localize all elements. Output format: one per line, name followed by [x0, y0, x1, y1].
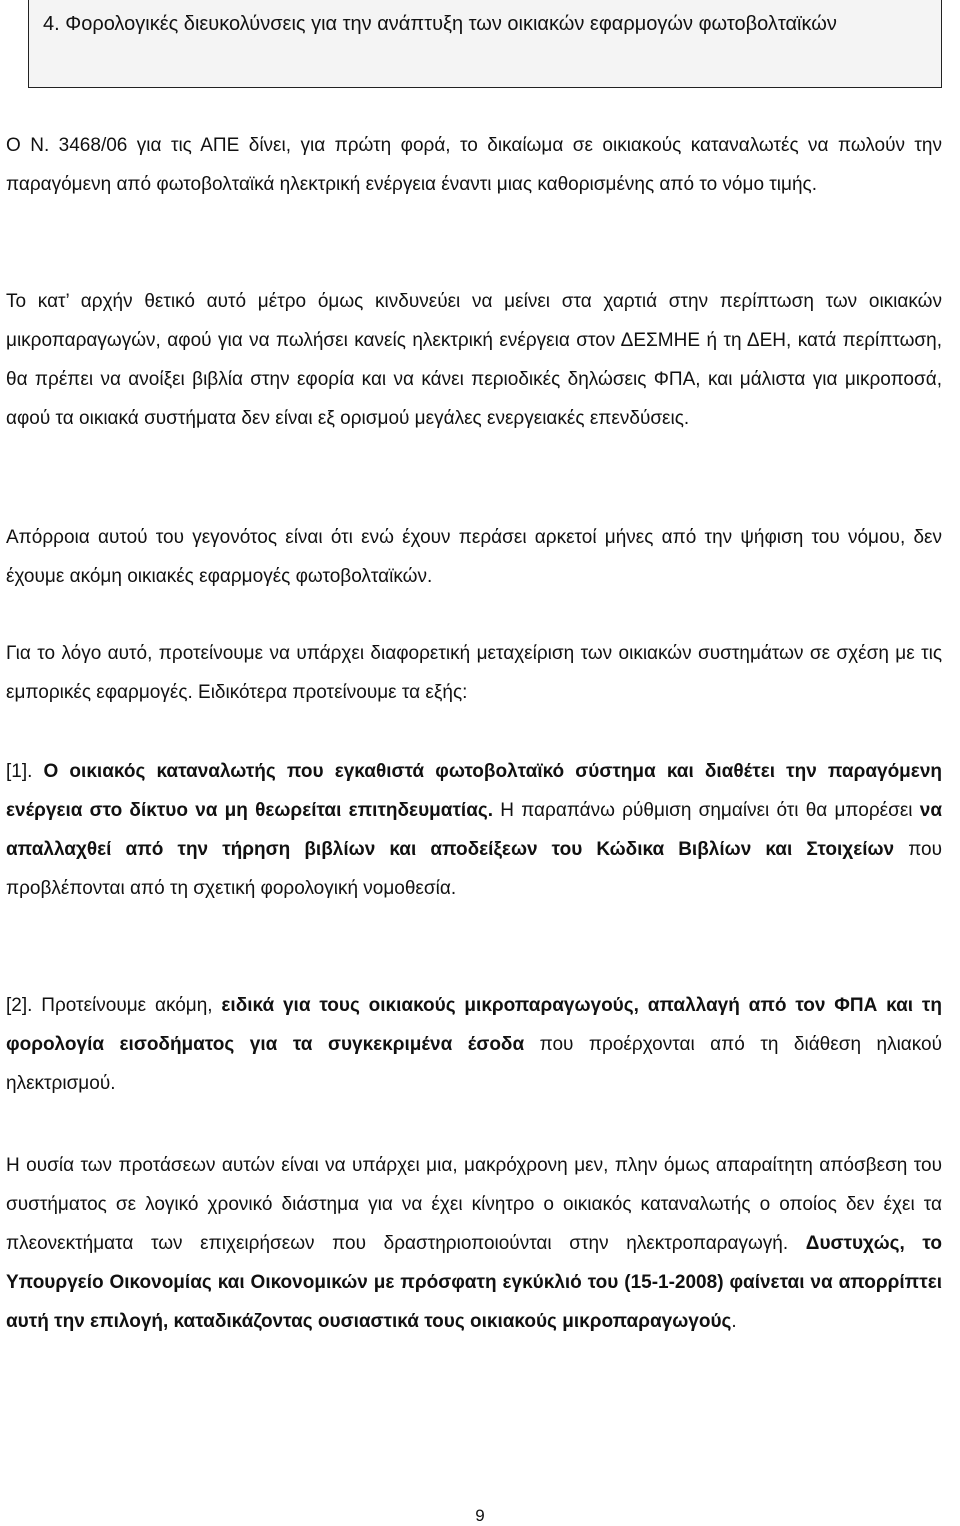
- proposal-2-bold: ειδικά για τους οικιακούς μικροπαραγωγούς, απαλλαγή από τον ΦΠΑ και τη φορολογία εισοδήματος για τα συγκεκριμένα έσοδα: [6, 995, 942, 1055]
- conclusion-tail: .: [731, 1311, 737, 1332]
- proposal-1-lead: [1].: [6, 761, 44, 782]
- paragraph-risk: Το κατ’ αρχήν θετικό αυτό μέτρο όμως κινδυνεύει να μείνει στα χαρτιά στην περίπτωση των οικιακών μικροπαραγωγών, αφού για να πωλήσει κανείς ηλεκτρική ενέργεια στον ΔΕΣΜΗΕ ή τη ΔΕΗ, κατά περίπτωση, θα πρέπει να ανοίξει βιβλία στην εφορία και να κάνει περιοδικές δηλώσεις ΦΠΑ, και μάλιστα για μικροποσά, αφού τα οικιακά συστήματα δεν είναι εξ ορισμού μεγάλες ενεργειακές επενδύσεις.: [6, 291, 942, 429]
- proposal-1-middle: Η παραπάνω ρύθμιση σημαίνει ότι θα μπορέσει: [493, 800, 920, 821]
- proposal-1-bold-a: Ο οικιακός καταναλωτής που εγκαθιστά φωτοβολταϊκό σύστημα και διαθέτει την παραγόμενη ενέργεια στο δίκτυο να μη θεωρείται επιτηδευματίας.: [6, 761, 942, 821]
- conclusion-lead: Η ουσία των προτάσεων αυτών είναι να υπάρχει μια, μακρόχρονη μεν, πλην όμως απαραίτητη απόσβεση του συστήματος σε λογικό χρονικό διάστημα για να έχει κίνητρο ο οικιακός καταναλωτής ο οποίος δεν έχει τα πλεονεκτήματα των επιχειρήσεων που δραστηριοποιούνται στην ηλεκτροπαραγωγή.: [6, 1155, 942, 1254]
- paragraph-proposal-1: [6, 752, 942, 908]
- section-heading: 4. Φορολογικές διευκολύνσεις για την ανάπτυξη των οικιακών εφαρμογών φωτοβολταϊκών: [43, 13, 837, 35]
- paragraph-proposal-intro: Για το λόγο αυτό, προτείνουμε να υπάρχει διαφορετική μεταχείριση των οικιακών συστημάτων σε σχέση με τις εμπορικές εφαρμογές. Ειδικότερα προτείνουμε τα εξής:: [6, 643, 942, 703]
- conclusion-bold: Δυστυχώς, το Υπουργείο Οικονομίας και Οικονομικών με πρόσφατη εγκύκλιό του (15-1-2008) φαίνεται να απορρίπτει αυτή την επιλογή, καταδικάζοντας ουσιαστικά τους οικιακούς μικροπαραγωγούς: [6, 1233, 942, 1332]
- proposal-2-lead: [2]. Προτείνουμε ακόμη,: [6, 995, 222, 1016]
- paragraph-consequence: Απόρροια αυτού του γεγονότος είναι ότι ενώ έχουν περάσει αρκετοί μήνες από την ψήφιση του νόμου, δεν έχουμε ακόμη οικιακές εφαρμογές φωτοβολταϊκών.: [6, 527, 942, 587]
- proposal-1-tail: που προβλέπονται από τη σχετική φορολογική νομοθεσία.: [6, 839, 942, 899]
- proposal-2-tail: που προέρχονται από τη διάθεση ηλιακού ηλεκτρισμού.: [6, 1034, 943, 1094]
- page-number: 9: [475, 1506, 485, 1525]
- paragraph-conclusion: [6, 1146, 942, 1341]
- proposal-1-bold-b: να απαλλαχθεί από την τήρηση βιβλίων και αποδείξεων του Κώδικα Βιβλίων και Στοιχείων: [6, 800, 942, 860]
- paragraph-proposal-2: [6, 986, 942, 1103]
- section-heading-box: [28, 0, 942, 88]
- paragraph-intro: Ο Ν. 3468/06 για τις ΑΠΕ δίνει, για πρώτη φορά, το δικαίωμα σε οικιακούς καταναλωτές να πωλούν την παραγόμενη από φωτοβολταϊκά ηλεκτρική ενέργεια έναντι μιας καθορισμένης από το νόμο τιμής.: [6, 135, 942, 195]
